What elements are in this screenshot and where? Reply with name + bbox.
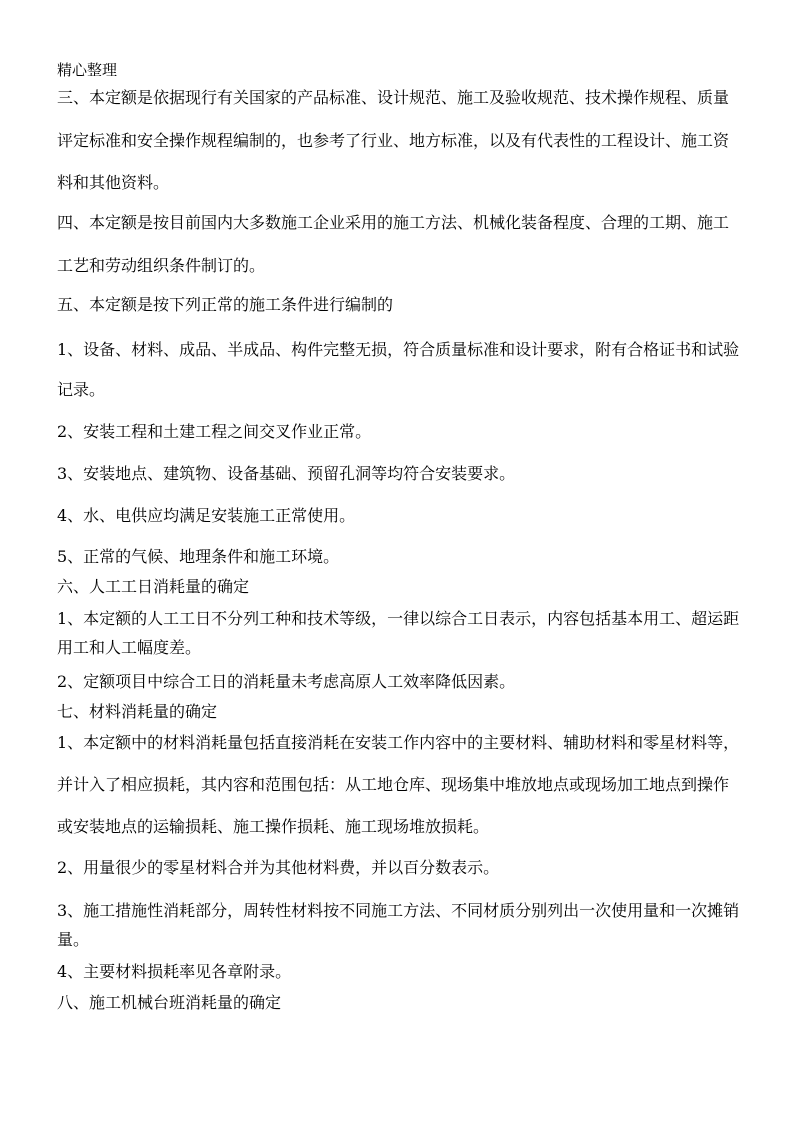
- paragraph-line: 3、安装地点、建筑物、设备基础、预留孔洞等均符合安装要求。: [57, 464, 516, 483]
- paragraph-line: 3、施工措施性消耗部分，周转性材料按不同施工方法、不同材质分别列出一次使用量和一次摊销: [57, 901, 740, 920]
- paragraph-line: 2、安装工程和土建工程之间交叉作业正常。: [57, 422, 372, 441]
- paragraph-line: 三、本定额是依据现行有关国家的产品标准、设计规范、施工及验收规范、技术操作规程、质量: [57, 88, 730, 107]
- paragraph-line: 工艺和劳动组织条件制订的。: [57, 256, 266, 275]
- paragraph-line: 料和其他资料。: [57, 173, 170, 192]
- paragraph-line: 评定标准和安全操作规程编制的，也参考了行业、地方标准，以及有代表性的工程设计、施工资: [57, 131, 730, 150]
- paragraph-line: 量。: [57, 930, 90, 949]
- paragraph-line: 4、水、电供应均满足安装施工正常使用。: [57, 506, 356, 525]
- paragraph-line: 1、设备、材料、成品、半成品、构件完整无损，符合质量标准和设计要求，附有合格证书和试验: [57, 340, 740, 359]
- paragraph-line: 1、本定额的人工工日不分列工种和技术等级，一律以综合工日表示，内容包括基本用工、超运距: [57, 609, 740, 628]
- section-heading: 六、人工工日消耗量的确定: [57, 577, 250, 596]
- paragraph-line: 用工和人工幅度差。: [57, 638, 202, 657]
- paragraph-line: 四、本定额是按目前国内大多数施工企业采用的施工方法、机械化装备程度、合理的工期、施工: [57, 213, 730, 232]
- section-heading: 五、本定额是按下列正常的施工条件进行编制的: [57, 295, 394, 314]
- section-heading: 七、材料消耗量的确定: [57, 702, 218, 721]
- paragraph-line: 5、正常的气候、地理条件和施工环境。: [57, 547, 340, 566]
- section-heading: 八、施工机械台班消耗量的确定: [57, 993, 282, 1012]
- paragraph-line: 或安装地点的运输损耗、施工操作损耗、施工现场堆放损耗。: [57, 817, 490, 836]
- paragraph-line: 2、用量很少的零星材料合并为其他材料费，并以百分数表示。: [57, 858, 500, 877]
- paragraph-line: 2、定额项目中综合工日的消耗量未考虑高原人工效率降低因素。: [57, 672, 516, 691]
- paragraph-line: 记录。: [57, 380, 106, 399]
- paragraph-line: 4、主要材料损耗率见各章附录。: [57, 962, 292, 981]
- paragraph-line: 1、本定额中的材料消耗量包括直接消耗在安装工作内容中的主要材料、辅助材料和零星材料等，: [57, 733, 740, 752]
- paragraph-line: 并计入了相应损耗，其内容和范围包括：从工地仓库、现场集中堆放地点或现场加工地点到操作: [57, 775, 730, 794]
- page-header: 精心整理: [57, 61, 118, 79]
